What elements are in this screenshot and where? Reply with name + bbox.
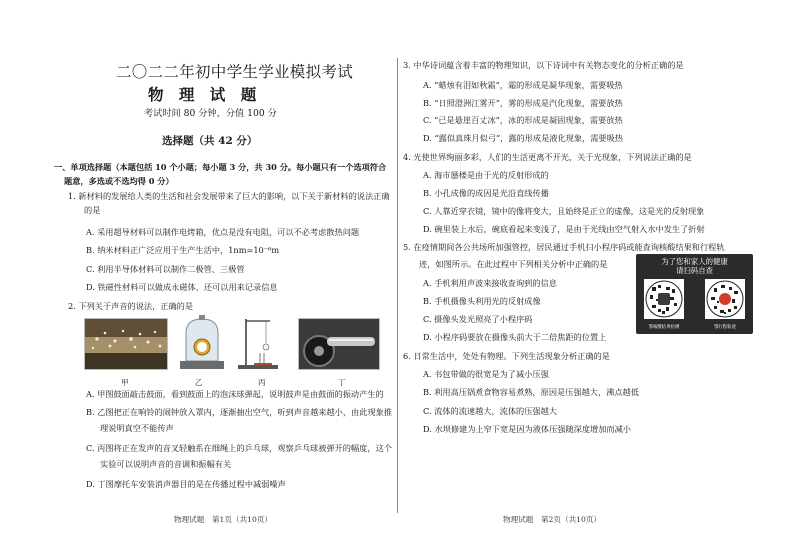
q4-option-d: D. 碗里装上水后，碗底看起来变浅了，是由于光线由空气射入水中发生了折射 bbox=[423, 224, 705, 234]
caption-yi: 乙 bbox=[195, 378, 203, 387]
qr-title-line-1: 为了您和家人的健康 bbox=[661, 257, 728, 266]
qr-code-left-icon bbox=[644, 279, 684, 319]
exam-info: 考试时间 80 分钟，分值 100 分 bbox=[144, 108, 277, 119]
bell-jar-photo bbox=[178, 315, 226, 371]
q6-option-a: A. 书包带做的很宽是为了减小压强 bbox=[423, 369, 549, 379]
page-footer-1: 物理试题 第1页（共10页） bbox=[174, 515, 273, 524]
q4-stem: 4. 光使世界绚丽多彩，人们的生活更离不开光，关于光现象，下列说法正确的是 bbox=[403, 152, 692, 162]
column-divider bbox=[397, 58, 398, 513]
qr-code-left bbox=[644, 279, 684, 319]
q1-option-d: D. 铁磁性材料可以做成永磁体，还可以用来记录信息 bbox=[86, 282, 278, 292]
q3-option-c: C. “已是悬崖百丈冰”，冰的形成是凝固现象，需要放热 bbox=[423, 115, 623, 125]
q5-option-a: A. 手机利用声波来接收查询到的信息 bbox=[423, 278, 557, 288]
q5-option-c: C. 摄像头发光照亮了小程序码 bbox=[423, 314, 533, 324]
qr-caption-right: 鄂行程轨迹 bbox=[714, 325, 736, 330]
page-footer-2: 物理试题 第2页（共10页） bbox=[503, 515, 602, 524]
q1-stem-line-2: 的是 bbox=[84, 205, 101, 215]
q1-option-b: B. 纳米材料正广泛应用于生产生活中，1nm=10⁻⁶m bbox=[86, 245, 280, 255]
q3-option-a: A. “蜡烛有泪如秋霜”，霜的形成是凝华现象，需要吸热 bbox=[423, 80, 623, 90]
instructions-line-1: 一、单项选择题（本题包括 10 个小题；每小题 3 分，共 30 分。每小题只有一个选项符合 bbox=[54, 162, 387, 172]
q2-stem: 2. 下列关于声音的说法，正确的是 bbox=[68, 301, 194, 311]
section-title: 选择题（共 42 分） bbox=[162, 135, 258, 147]
q3-option-d: D. “露似真珠月似弓”，露的形成是液化现象，需要吸热 bbox=[423, 133, 623, 143]
q5-stem-line-2: 迹，如图所示。在此过程中下列相关分析中正确的是 bbox=[419, 259, 608, 269]
bell-jar-illustration bbox=[178, 315, 226, 371]
q2-option-b-line-2: 理说明真空不能传声 bbox=[100, 423, 174, 433]
caption-bing: 丙 bbox=[258, 378, 266, 387]
q2-option-b-line-1: B. 乙图把正在响铃的闹钟放入罩内，逐渐抽出空气，听到声音越来越小，由此现象推 bbox=[86, 407, 392, 417]
qr-code-right bbox=[705, 279, 745, 319]
q5-option-b: B. 手机摄像头利用光的反射成像 bbox=[423, 296, 541, 306]
tuning-fork-photo bbox=[236, 315, 284, 371]
q6-option-c: C. 流体的流速越大，流体的压强越大 bbox=[423, 406, 557, 416]
q1-stem-line-1: 1. 新材料的发展给人类的生活和社会发展带来了巨大的影响，以下关于新材料的说法正确 bbox=[68, 191, 390, 201]
q4-option-c: C. 人靠近穿衣镜，镜中的像将变大，且始终是正立的虚像，这是光的反射现象 bbox=[423, 206, 705, 216]
qr-title-line-2: 请扫码自查 bbox=[676, 266, 713, 275]
drum-illustration bbox=[85, 319, 167, 369]
q2-option-d: D. 丁图摩托车安装消声器目的是在传播过程中减弱噪声 bbox=[86, 479, 286, 489]
q5-option-d: D. 小程序码要放在摄像头前大于二倍焦距的位置上 bbox=[423, 332, 607, 342]
q1-option-c: C. 利用半导体材料可以制作二极管、三极管 bbox=[86, 264, 245, 274]
tuning-fork-illustration bbox=[236, 315, 284, 371]
q2-option-c-line-2: 实验可以说明声音的音调和振幅有关 bbox=[100, 459, 232, 469]
exam-title: 二〇二二年初中学生学业模拟考试 bbox=[116, 63, 354, 81]
q5-stem-line-1: 5. 在疫情期间各公共场所加强管控，居民通过手机扫小程序码或能查询核酸结果和行程轨 bbox=[403, 242, 725, 252]
q6-option-b: B. 利用高压锅煮食物容易煮熟，原因是压强越大，沸点越低 bbox=[423, 387, 639, 397]
q4-option-b: B. 小孔成像的成因是光沿直线传播 bbox=[423, 188, 549, 198]
qr-code-right-icon bbox=[705, 279, 745, 319]
caption-ding: 丁 bbox=[338, 378, 346, 387]
q1-option-a: A. 采用超导材料可以制作电烤箱，优点是没有电阻，可以不必考虑散热问题 bbox=[86, 227, 360, 237]
qr-poster bbox=[636, 254, 753, 334]
caption-jia: 甲 bbox=[121, 378, 129, 387]
q6-option-d: D. 水坝修建为上窄下宽是因为液体压强随深度增加而减小 bbox=[423, 424, 631, 434]
motorcycle-photo bbox=[298, 318, 380, 370]
q4-option-a: A. 海市蜃楼是由于光的反射形成的 bbox=[423, 170, 549, 180]
q3-option-b: B. “日照澄洲江雾开”，雾的形成是汽化现象，需要放热 bbox=[423, 98, 623, 108]
q2-option-c-line-1: C. 丙图将正在发声的音叉轻触系在细绳上的乒乓球，观察乒乓球被弹开的幅度，这个 bbox=[86, 443, 392, 453]
motorcycle-illustration bbox=[299, 319, 379, 369]
instructions-line-2: 题意，多选或不选均得 0 分） bbox=[64, 176, 174, 186]
q2-option-a: A. 甲图鼓面敲击鼓面，看到鼓面上的泡沫球弹起，说明鼓声是由鼓面的振动产生的 bbox=[86, 389, 384, 399]
drum-photo bbox=[84, 318, 168, 370]
subject-title: 物 理 试 题 bbox=[148, 85, 262, 104]
q3-stem: 3. 中华诗词蕴含着丰富的物理知识，以下诗词中有关物态变化的分析正确的是 bbox=[403, 60, 684, 70]
q6-stem: 6. 日常生活中，处处有物理。下列生活现象分析正确的是 bbox=[403, 351, 610, 361]
qr-caption-left: 鄂核酸结果检测 bbox=[648, 325, 680, 330]
